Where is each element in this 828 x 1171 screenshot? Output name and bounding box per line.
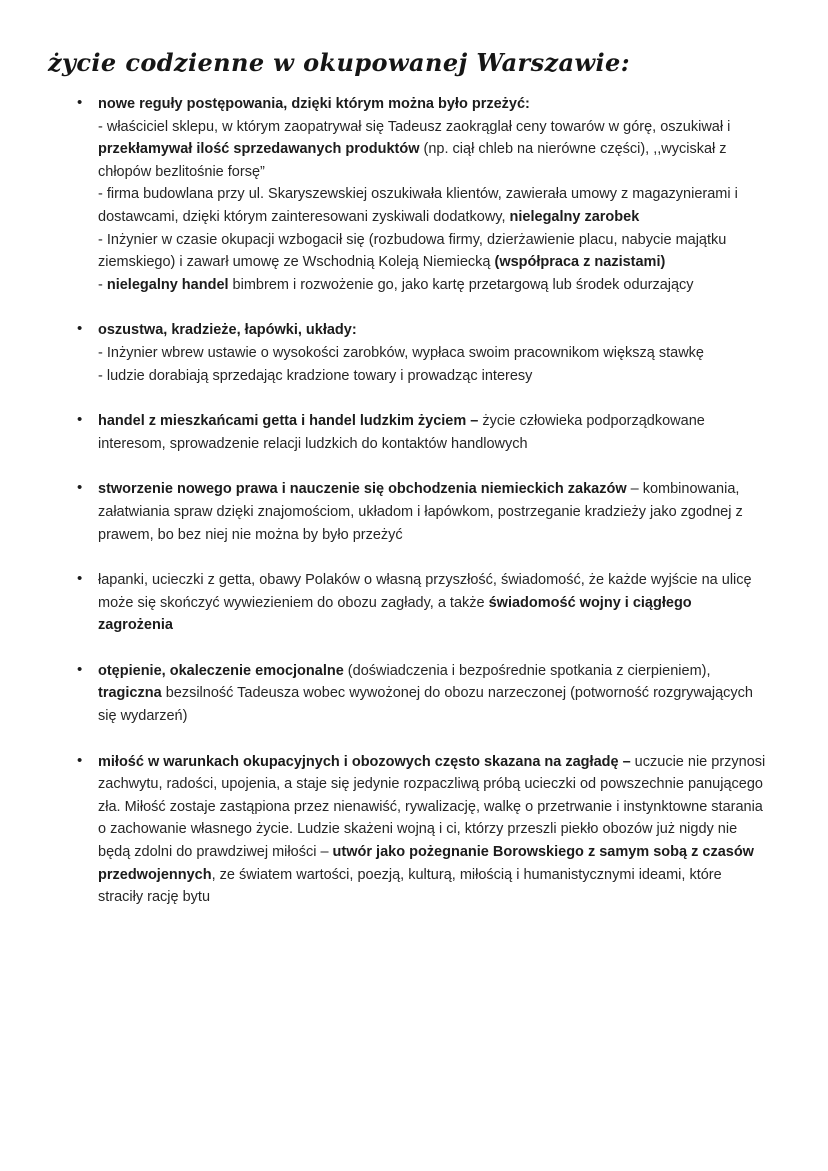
bold-text-segment: otępienie, okaleczenie emocjonalne bbox=[98, 662, 344, 679]
list-item bbox=[76, 751, 768, 909]
text-segment: - Inżynier wbrew ustawie o wysokości zarobków, wypłaca swoim pracownikom większą stawkę bbox=[98, 344, 704, 361]
bold-text-segment: oszustwa, kradzieże, łapówki, układy: bbox=[98, 322, 357, 339]
list-item bbox=[76, 93, 768, 296]
list-item bbox=[76, 478, 768, 546]
page-title: życie codzienne w okupowanej Warszawie: bbox=[48, 48, 630, 77]
text-segment: życie człowieka podporządkowane interesom, sprowadzenie relacji ludzkich do kontaktów handlowych bbox=[98, 413, 705, 452]
text-segment: łapanki, ucieczki z getta, obawy Polaków o własną przyszłość, świadomość, że każde wyjście na ulicę może się skończyć wywiezieniem do obozu zagłady, a także bbox=[98, 572, 752, 611]
text-segment: - firma budowlana przy ul. Skaryszewskiej oszukiwała klientów, zawierała umowy z magazynierami i dostawcami, dzięki którym zainteresowani zyskiwali dodatkowy, bbox=[98, 186, 738, 225]
text-segment: bezsilność Tadeusza wobec wywożonej do obozu narzeczonej (potworność rozgrywających się wydarzeń) bbox=[98, 685, 753, 725]
list-item bbox=[76, 660, 768, 728]
list-item bbox=[76, 569, 768, 637]
text-segment: – kombinowania, załatwiania spraw dzięki znajomościom, układom i łapówkom, postrzeganie kradzieży jako zgodnej z prawem, bo bez niej nie można by było przeżyć bbox=[98, 481, 743, 543]
text-segment: - właściciel sklepu, w którym zaopatrywał się Tadeusz zaokrąglał ceny towarów w górę, oszukiwał i bbox=[98, 118, 731, 135]
text-segment: - Inżynier w czasie okupacji wzbogacił się (rozbudowa firmy, dzierżawienie placu, nabycie majątku ziemskiego) i zawarł umowę ze Wschodnią Koleją Niemiecką bbox=[98, 231, 727, 271]
bold-text-segment: przekłamywał ilość sprzedawanych produktów bbox=[98, 141, 420, 158]
bold-text-segment: stworzenie nowego prawa i nauczenie się obchodzenia niemieckich zakazów bbox=[98, 481, 627, 498]
bold-text-segment: (współpraca z nazistami) bbox=[494, 254, 666, 271]
list-item bbox=[76, 319, 768, 387]
bullet-list bbox=[48, 93, 768, 909]
bold-text-segment: handel z mieszkańcami getta i handel ludzkim życiem – bbox=[98, 413, 479, 430]
bold-text-segment: nielegalny handel bbox=[106, 276, 229, 293]
bold-text-segment: nielegalny zarobek bbox=[509, 208, 640, 225]
bold-text-segment: miłość w warunkach okupacyjnych i obozowych często skazana na zagładę – bbox=[98, 753, 631, 770]
text-segment: , ze światem wartości, poezją, kulturą, miłością i humanistycznymi ideami, które straciły rację bytu bbox=[98, 866, 722, 906]
text-segment: bimbrem i rozwożenie go, jako kartę przetargową lub środek odurzający bbox=[228, 276, 694, 293]
text-segment: - bbox=[98, 276, 107, 293]
bold-text-segment: tragiczna bbox=[98, 685, 162, 702]
bold-text-segment: nowe reguły postępowania, dzięki którym można było przeżyć: bbox=[98, 96, 530, 112]
bold-text-segment: świadomość wojny i ciągłego zagrożenia bbox=[98, 594, 692, 634]
text-segment: (doświadczenia i bezpośrednie spotkania z cierpieniem), bbox=[343, 662, 711, 679]
text-segment: uczucie nie przynosi zachwytu, radości, upojenia, a staje się jedynie rozpaczliwą próbą ucieczki od powszechnie panującego zła. Miłość zostaje zastąpiona przez nienawiść, rywalizację, walkę o przetrwanie i instynktowne starania o zachowanie własnego życie. Ludzie skażeni wojną i ci, którzy przeszli piekło obozów już nigdy nie będą zdolni do prawdziwej miłości – bbox=[98, 753, 766, 861]
list-item bbox=[76, 410, 768, 455]
text-segment: (np. ciął chleb na nierówne części), ,,wyciskał z chłopów bezlitośnie forsę” bbox=[98, 141, 727, 180]
bold-text-segment: utwór jako pożegnanie Borowskiego z samym sobą z czasów przedwojennych bbox=[98, 844, 754, 883]
text-segment: - ludzie dorabiają sprzedając kradzione towary i prowadząc interesy bbox=[98, 367, 533, 384]
